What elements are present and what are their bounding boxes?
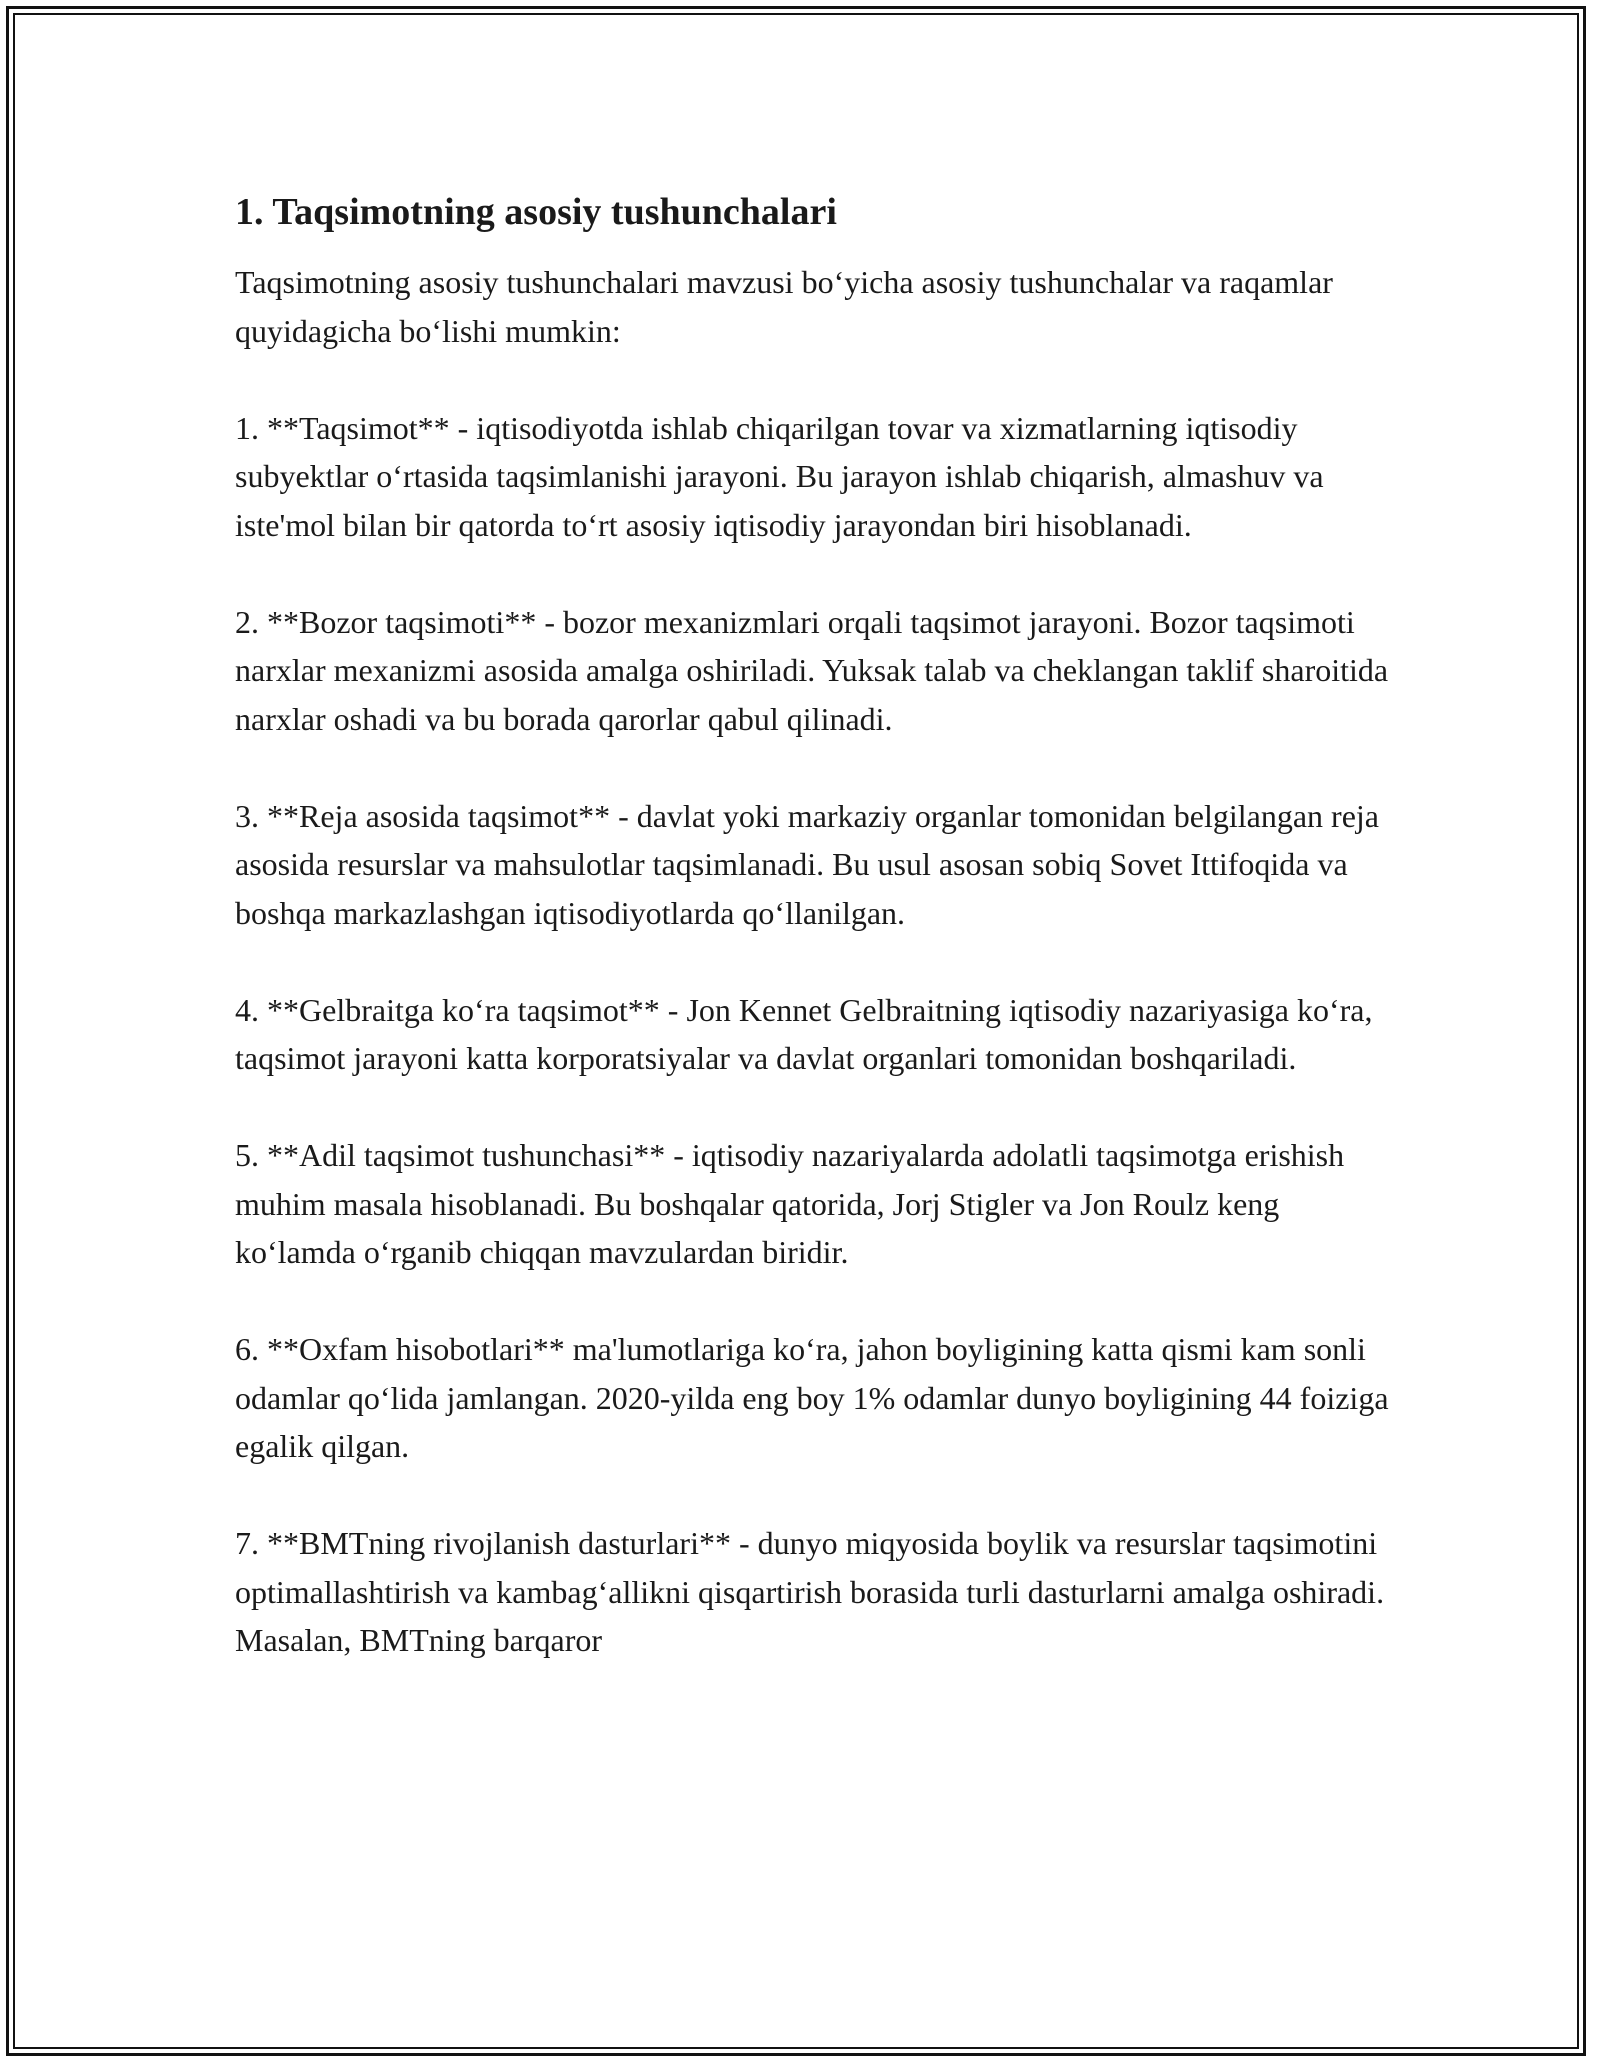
list-item-oxfam-hisobotlari: 6. **Oxfam hisobotlari** ma'lumotlariga ko‘ra, jahon boyligining katta qismi kam sonli odamlar qo‘lida jamlangan. 2020-yilda eng boy 1% odamlar dunyo boyligining 44 foiziga egalik qilgan.	[235, 1331, 1389, 1464]
list-item-bozor-taqsimoti: 2. **Bozor taqsimoti** - bozor mexanizmlari orqali taqsimot jarayoni. Bozor taqsimoti narxlar mexanizmi asosida amalga oshiriladi. Yuksak talab va cheklangan taklif sharoitida narxlar oshadi va bu borada qarorlar qabul qilinadi.	[235, 603, 1389, 737]
document-body	[235, 188, 1395, 1713]
list-item-taqsimot: 1. **Taqsimot** - iqtisodiyotda ishlab chiqarilgan tovar va xizmatlarning iqtisodiy subyektlar o‘rtasida taqsimlanishi jarayoni. Bu jarayon ishlab chiqarish, almashuv va iste'mol bilan bir qatorda to‘rt asosiy iqtisodiy jarayondan biri hisoblanadi.	[235, 409, 1324, 543]
section-heading: 1. Taqsimotning asosiy tushunchalari	[235, 191, 837, 233]
intro-paragraph: Taqsimotning asosiy tushunchalari mavzusi bo‘yicha asosiy tushunchalar va raqamlar quyidagicha bo‘lishi mumkin:	[235, 264, 1333, 349]
list-item-bmt-dasturlari: 7. **BMTning rivojlanish dasturlari** - dunyo miqyosida boylik va resurslar taqsimotini optimallashtirish va kambag‘allikni qisqartirish borasida turli dasturlarni amalga oshiradi. Masalan, BMTning barqaror	[235, 1525, 1385, 1658]
list-item-adil-taqsimot: 5. **Adil taqsimot tushunchasi** - iqtisodiy nazariyalarda adolatli taqsimotga erishish muhim masala hisoblanadi. Bu boshqalar qatorida, Jorj Stigler va Jon Roulz keng ko‘lamda o‘rganib chiqqan mavzulardan biridir.	[235, 1137, 1345, 1270]
list-item-gelbraitga-kora-taqsimot: 4. **Gelbraitga ko‘ra taqsimot** - Jon Kennet Gelbraitning iqtisodiy nazariyasiga ko‘ra, taqsimot jarayoni katta korporatsiyalar va davlat organlari tomonidan boshqariladi.	[235, 991, 1373, 1076]
list-item-reja-asosida-taqsimot: 3. **Reja asosida taqsimot** - davlat yoki markaziy organlar tomonidan belgilangan reja asosida resurslar va mahsulotlar taqsimlanadi. Bu usul asosan sobiq Sovet Ittifoqida va boshqa markazlashgan iqtisodiyotlarda qo‘llanilgan.	[235, 797, 1379, 931]
